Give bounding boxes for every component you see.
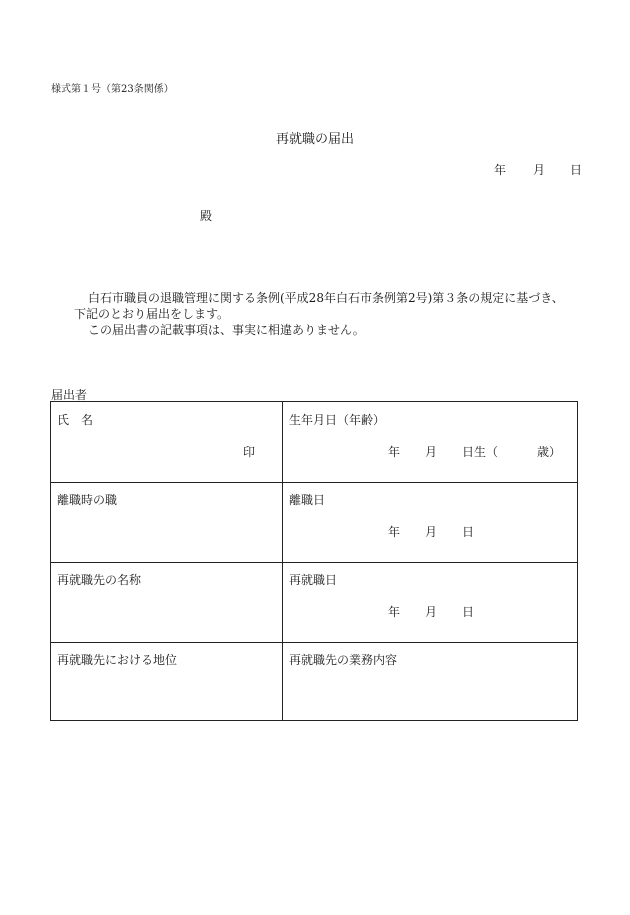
reemployment-month-label: 月 [425, 605, 438, 619]
birth-day-label: 日生（ [462, 445, 499, 459]
body-paragraph-1-line-2: 下記のとおり届出をします。 [74, 307, 230, 321]
position-at-retirement-label: 離職時の職 [57, 493, 118, 507]
birth-year-label: 年 [388, 445, 401, 459]
birth-date-label: 生年月日（年齢） [289, 413, 386, 427]
retirement-date-label: 離職日 [289, 493, 326, 507]
table-row-divider [51, 562, 577, 563]
document-title: 再就職の届出 [275, 132, 354, 147]
body-paragraph-1-line-1: 白石市職員の退職管理に関する条例(平成28年白石市条例第2号)第３条の規定に基づき、 [88, 291, 564, 305]
table-column-divider [282, 402, 283, 720]
form-number: 様式第１号（第23条関係） [51, 84, 174, 95]
new-employer-label: 再就職先の名称 [57, 573, 142, 587]
birth-month-label: 月 [425, 445, 438, 459]
new-duties-label: 再就職先の業務内容 [289, 653, 398, 667]
date-month-label: 月 [533, 163, 546, 177]
date-year-label: 年 [494, 163, 507, 177]
reemployment-year-label: 年 [388, 605, 401, 619]
retirement-day-label: 日 [462, 525, 475, 539]
reemployment-day-label: 日 [462, 605, 475, 619]
retirement-year-label: 年 [388, 525, 401, 539]
addressee-suffix: 殿 [200, 209, 213, 223]
section-label-applicant: 届出者 [51, 388, 88, 402]
new-position-label: 再就職先における地位 [57, 653, 178, 667]
seal-label: 印 [243, 445, 256, 459]
date-day-label: 日 [570, 163, 583, 177]
applicant-form-table [50, 401, 578, 721]
table-row-divider [51, 482, 577, 483]
birth-age-label: 歳） [537, 445, 562, 459]
retirement-month-label: 月 [425, 525, 438, 539]
name-label: 氏 名 [57, 413, 94, 427]
reemployment-date-label: 再就職日 [289, 573, 338, 587]
body-paragraph-2: この届出書の記載事項は、事実に相違ありません。 [88, 323, 365, 337]
table-row-divider [51, 642, 577, 643]
